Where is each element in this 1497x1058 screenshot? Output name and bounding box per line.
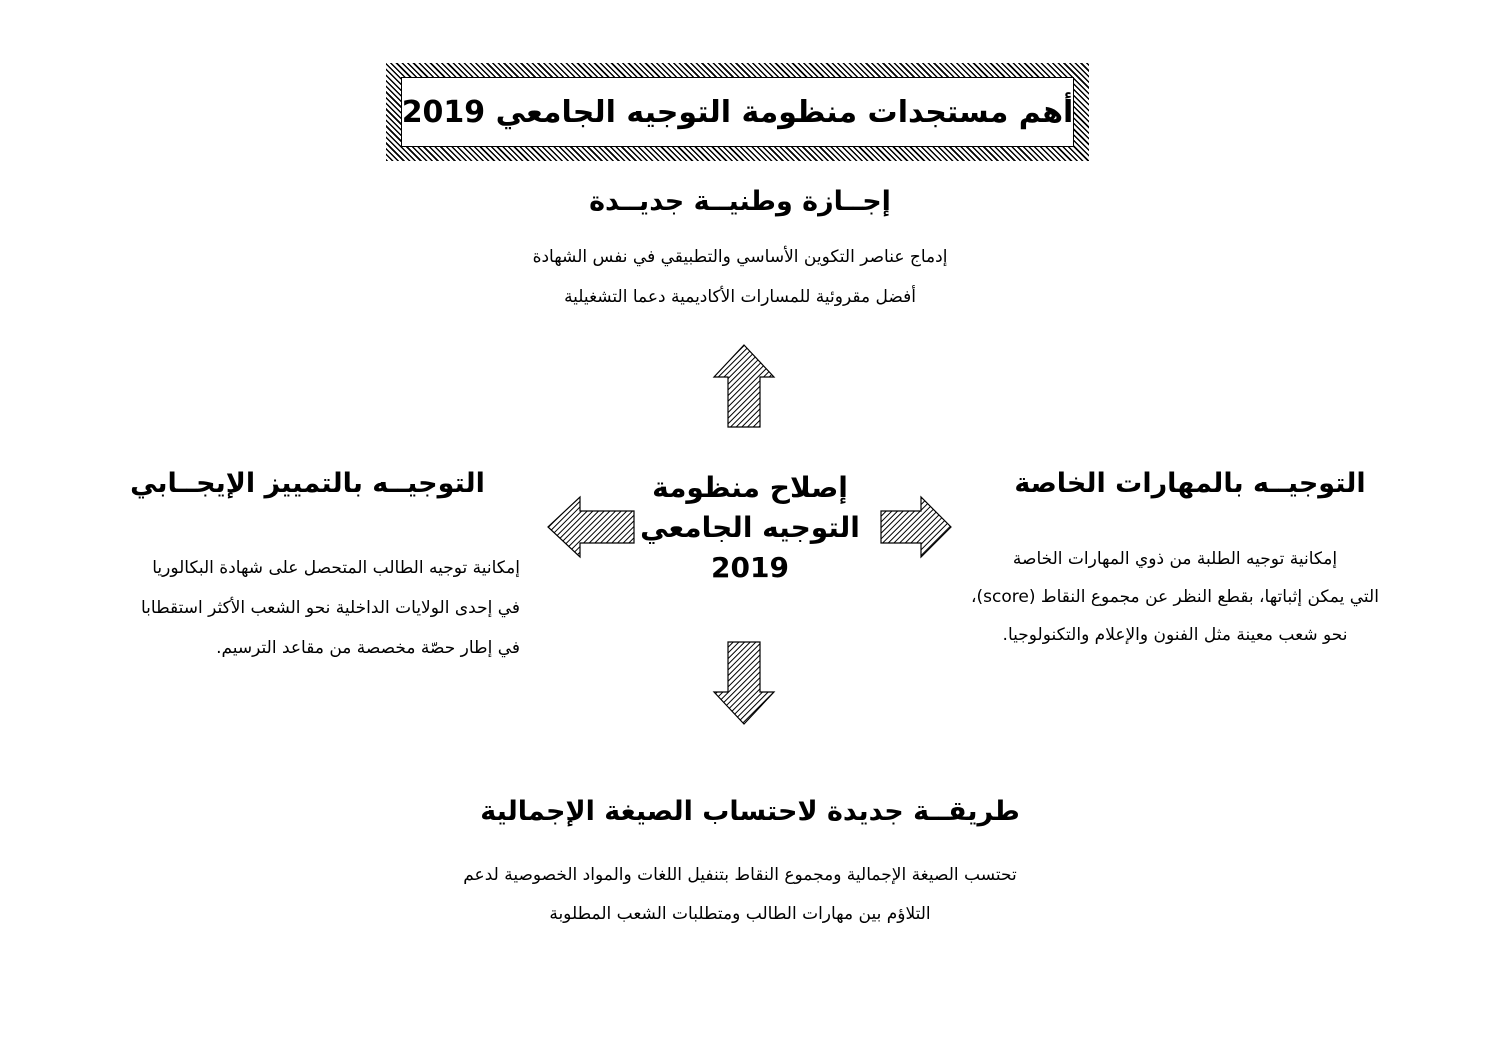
left-line-3: في إطار حصّة مخصصة من مقاعد الترسيم. bbox=[216, 638, 520, 658]
right-line-2: التي يمكن إثباتها، بقطع النظر عن مجموع النقاط (score)، bbox=[971, 587, 1379, 607]
center-year: 2019 bbox=[711, 551, 789, 584]
top-heading: إجــازة وطنيــة جديــدة bbox=[589, 186, 891, 217]
left-heading: التوجيــه بالتمييز الإيجــابي bbox=[130, 468, 485, 499]
center-line-2: التوجيه الجامعي bbox=[640, 511, 860, 544]
left-line-2: في إحدى الولايات الداخلية نحو الشعب الأكثر استقطابا bbox=[140, 598, 520, 618]
right-line-1: إمكانية توجيه الطلبة من ذوي المهارات الخاصة bbox=[1012, 549, 1338, 569]
title-box bbox=[401, 77, 1074, 147]
right-heading: التوجيــه بالمهارات الخاصة bbox=[1014, 468, 1366, 499]
left-description bbox=[60, 548, 520, 668]
arrow-down-icon bbox=[712, 640, 776, 726]
page-title: أهم مستجدات منظومة التوجيه الجامعي 2019 bbox=[401, 94, 1074, 130]
right-line-3: نحو شعب معينة مثل الفنون والإعلام والتكنولوجيا. bbox=[1002, 625, 1348, 645]
right-description bbox=[930, 540, 1420, 654]
bottom-line-1: تحتسب الصيغة الإجمالية ومجموع النقاط بتنفيل اللغات والمواد الخصوصية لدعم bbox=[463, 865, 1017, 885]
top-line-1: إدماج عناصر التكوين الأساسي والتطبيقي في نفس الشهادة bbox=[532, 247, 948, 267]
center-line-1: إصلاح منظومة bbox=[652, 471, 848, 504]
top-line-2: أفضل مقروئية للمسارات الأكاديمية دعما التشغيلية bbox=[564, 287, 916, 307]
left-line-1: إمكانية توجيه الطالب المتحصل على شهادة البكالوريا bbox=[152, 558, 520, 578]
bottom-line-2: التلاؤم بين مهارات الطالب ومتطلبات الشعب المطلوبة bbox=[549, 904, 931, 924]
arrow-up-icon bbox=[712, 343, 776, 429]
title-frame bbox=[386, 63, 1089, 161]
bottom-heading: طريقــة جديدة لاحتساب الصيغة الإجمالية bbox=[480, 796, 1020, 827]
center-heading bbox=[600, 468, 900, 588]
